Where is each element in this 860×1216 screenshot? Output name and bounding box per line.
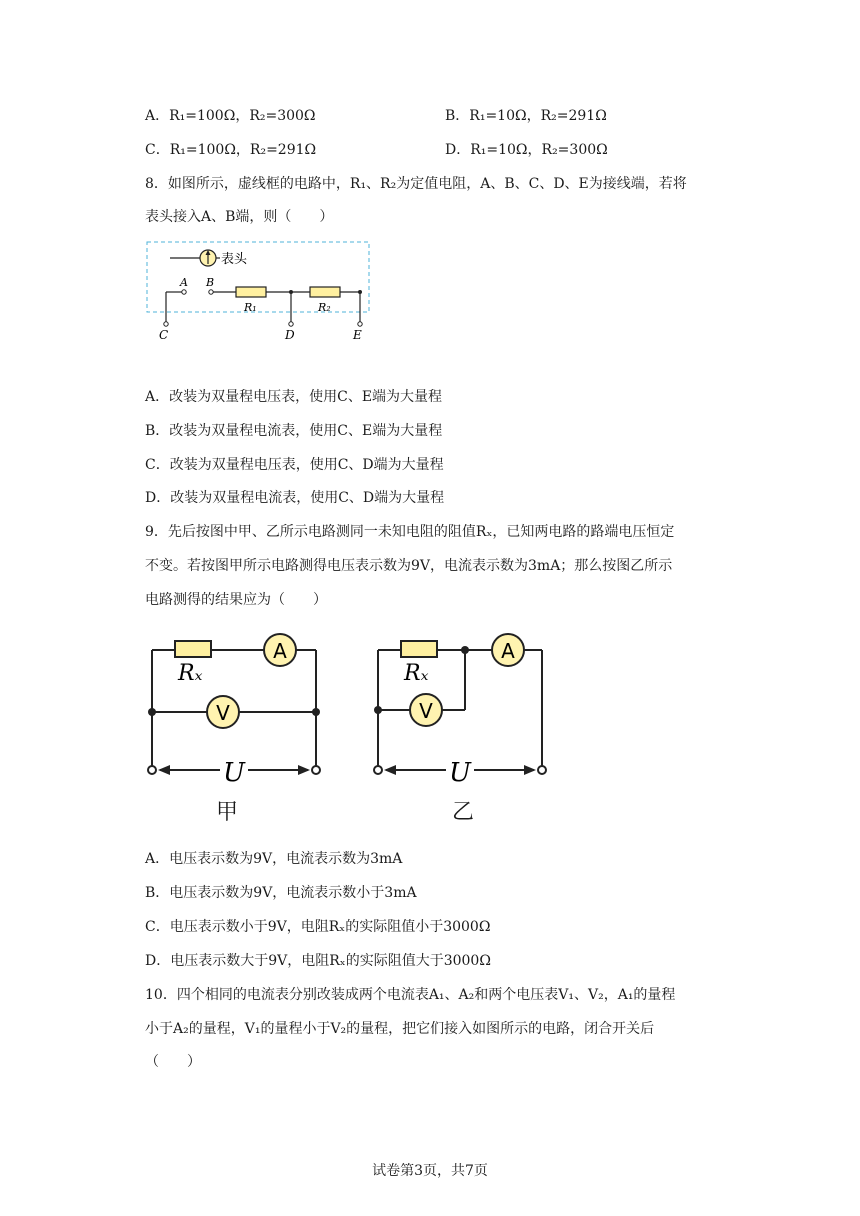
q9-circuit-yi [366, 628, 556, 788]
q9-stem-line3: 电路测得的结果应为（ ） [145, 592, 327, 608]
q8-option-c: C．改装为双量程电压表，使用C、D端为大量程 [145, 457, 444, 473]
terminal-left [148, 766, 156, 774]
caption-yi: 乙 [452, 800, 475, 825]
resistor-r2 [310, 287, 340, 297]
q7-option-c: C．R₁=100Ω，R₂=291Ω [145, 142, 317, 158]
q8-stem-line2: 表头接入A、B端，则（ ） [145, 209, 334, 225]
resistor-r1 [236, 287, 266, 297]
meter-label: 表头 [221, 252, 248, 267]
terminal-d [289, 322, 293, 326]
q9-stem-line2: 不变。若按图甲所示电路测得电压表示数为9V，电流表示数为3mA；那么按图乙所示 [145, 558, 673, 574]
voltmeter-label: V [419, 699, 433, 723]
resistor-rx [401, 641, 437, 657]
terminal-b [209, 290, 213, 294]
q9-circuit-jia [140, 628, 330, 788]
q7-option-a: A．R₁=100Ω，R₂=300Ω [145, 108, 316, 124]
caption-jia: 甲 [216, 800, 239, 825]
terminal-e-label: E [353, 328, 362, 342]
q9-stem-line1: 9．先后按图中甲、乙所示电路测同一未知电阻的阻值Rₓ，已知两电路的路端电压恒定 [145, 524, 675, 540]
ammeter-label: A [501, 639, 515, 663]
ammeter-label: A [273, 639, 287, 663]
terminal-right [312, 766, 320, 774]
terminal-a-label: A [180, 276, 188, 289]
resistor-rx [175, 641, 211, 657]
q10-stem-line3: （ ） [145, 1054, 201, 1070]
q8-stem-line1: 8．如图所示，虚线框的电路中，R₁、R₂为定值电阻，A、B、C、D、E为接线端，若将 [145, 176, 687, 192]
q9-option-b: B．电压表示数为9V，电流表示数小于3mA [145, 885, 417, 901]
q7-option-d: D．R₁=10Ω，R₂=300Ω [445, 142, 608, 158]
terminal-e [358, 322, 362, 326]
q10-stem-line1: 10．四个相同的电流表分别改装成两个电流表A₁、A₂和两个电压表V₁、V₂，A₁的量程 [145, 987, 676, 1003]
r1-label: R₁ [244, 301, 257, 314]
rx-label: Rₓ [404, 661, 429, 686]
q7-option-b: B．R₁=10Ω，R₂=291Ω [445, 108, 607, 124]
q8-option-d: D．改装为双量程电流表，使用C、D端为大量程 [145, 490, 445, 506]
r2-label: R₂ [318, 301, 331, 314]
terminal-a [182, 290, 186, 294]
q9-option-d: D．电压表示数大于9V，电阻Rₓ的实际阻值大于3000Ω [145, 953, 491, 969]
rx-label: Rₓ [178, 661, 203, 686]
terminal-d-label: D [285, 328, 295, 342]
voltmeter-label: V [216, 701, 230, 725]
voltage-label: U [449, 758, 471, 788]
q9-option-c: C．电压表示数小于9V，电阻Rₓ的实际阻值小于3000Ω [145, 919, 491, 935]
q8-option-b: B．改装为双量程电流表，使用C、E端为大量程 [145, 423, 443, 439]
page-footer: 试卷第3页，共7页 [372, 1163, 488, 1179]
terminal-c [164, 322, 168, 326]
terminal-b-label: B [206, 276, 215, 289]
terminal-left [374, 766, 382, 774]
q8-option-a: A．改装为双量程电压表，使用C、E端为大量程 [145, 389, 443, 405]
q9-option-a: A．电压表示数为9V，电流表示数为3mA [145, 851, 403, 867]
q10-stem-line2: 小于A₂的量程，V₁的量程小于V₂的量程，把它们接入如图所示的电路，闭合开关后 [145, 1021, 655, 1037]
voltage-label: U [223, 758, 245, 788]
terminal-c-label: C [159, 328, 169, 342]
terminal-right [538, 766, 546, 774]
q8-circuit-figure [140, 236, 380, 346]
